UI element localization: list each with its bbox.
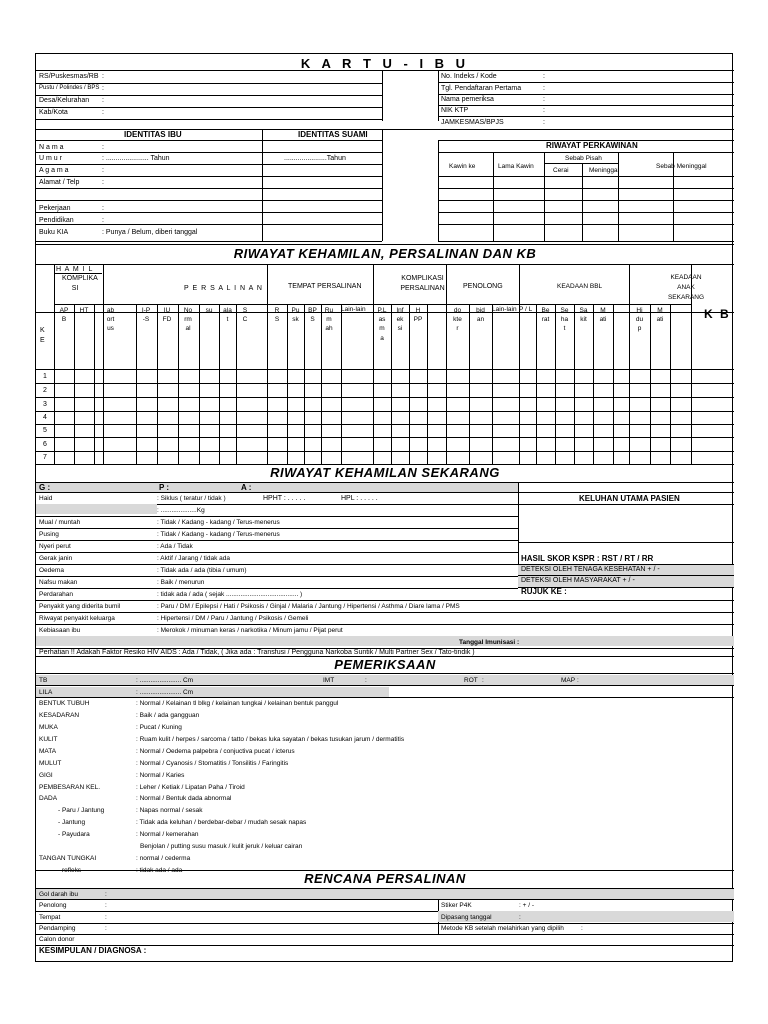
rot-label: ROT [464, 677, 478, 684]
rule-line [409, 304, 410, 464]
hpl-field: HPL : . . . . . [341, 495, 378, 502]
pemeriksaan-value: : Leher / Ketiak / Lipatan Paha / Tiroid [136, 784, 245, 791]
rule-line [438, 116, 734, 117]
rule-line [438, 241, 734, 242]
col-sakit: Sakit [579, 307, 588, 324]
rule-line [103, 304, 104, 464]
map-sep: : [577, 677, 579, 684]
identitas-value: : [102, 205, 104, 212]
top-right-sep: : [543, 107, 545, 114]
rule-line [438, 200, 734, 201]
rule-line [36, 383, 734, 384]
identitas-label: Buku KIA [39, 229, 69, 236]
rule-line [373, 304, 374, 464]
stiker-p4k-label: Stiker P4K [441, 902, 472, 909]
rule-line [650, 304, 651, 464]
rule-line [36, 140, 382, 141]
deteksi-tenaga-kesehatan: DETEKSI OLEH TENAGA KESEHATAN + / - [521, 566, 660, 573]
rule-line [613, 304, 614, 464]
rule-line [157, 304, 158, 464]
kartu-ibu-form [35, 53, 733, 962]
rule-line [544, 163, 618, 164]
top-right-label: Nama pemeriksa [441, 96, 494, 103]
identitas-suami-header: IDENTITAS SUAMI [298, 130, 368, 139]
suami-umur: ......................Tahun [284, 155, 346, 162]
sekarang-value: : Ada / Tidak [157, 543, 193, 550]
rule-line [518, 504, 734, 505]
rule-line [438, 212, 734, 213]
riwayat-row-number: 7 [43, 454, 47, 461]
rule-line [199, 304, 200, 464]
col-bidan: bidan [476, 307, 485, 324]
col-ht: HT [79, 307, 89, 314]
identitas-label: Alamat / Telp [39, 179, 80, 186]
cerai-label: Cerai [553, 167, 569, 174]
kpb-k-letter: K [40, 327, 45, 334]
pemeriksaan-label: PEMBESARAN KEL. [39, 784, 101, 791]
riwayat-row-number: 2 [43, 387, 47, 394]
pemeriksaan-value: Benjolan / putting susu masuk / kulit jeruk / keluar cairan [140, 843, 303, 850]
identitas-label: A g a m a [39, 167, 69, 174]
perkawinan-header: RIWAYAT PERKAWINAN [546, 141, 638, 150]
sekarang-label: Gerak janin [39, 555, 73, 562]
hasil-skor-kspr: HASIL SKOR KSPR : RST / RT / RR [521, 554, 654, 563]
rencana-sep: : [105, 902, 107, 909]
rule-line [36, 588, 518, 589]
kesimpulan-diagnosa: KESIMPULAN / DIAGNOSA : [39, 946, 147, 955]
pemeriksaan-label: - Jantung [58, 819, 86, 826]
col-rs: RS [274, 307, 280, 324]
rule-line [382, 129, 383, 241]
rencana-sep: : [105, 925, 107, 932]
rujuk-ke: RUJUK KE : [521, 587, 567, 596]
rule-line [492, 304, 493, 464]
sekarang-value: : Tidak ada / ada (tibia / umum) [157, 567, 247, 574]
rule-line [36, 437, 734, 438]
komplikasi-persalinan-header: KOMPLIKASI PERSALINAN [400, 275, 445, 292]
rule-line [267, 304, 268, 464]
col-hidup: Hidup [635, 307, 644, 333]
pemeriksaan-value: : tidak ada / ada [136, 867, 183, 874]
rencana-label: Tempat [39, 914, 61, 921]
identitas-label: Pendidikan [39, 217, 74, 224]
sekarang-value: : Merokok / minuman keras / narkotika / Minum jamu / Pijat perut [157, 627, 343, 634]
sekarang-value: : Baik / menurun [157, 579, 205, 586]
pemeriksaan-label: MUKA [39, 724, 58, 731]
top-right-sep: : [543, 96, 545, 103]
lama-kawin-label: Lama Kawin [498, 163, 534, 170]
top-right-label: NIK KTP [441, 107, 469, 114]
pemeriksaan-label: MATA [39, 748, 57, 755]
pemeriksaan-value: : Normal / Cyanosis / Stomatitis / Tonsilitis / Faringitis [136, 760, 289, 767]
section-rencana-persalinan: RENCANA PERSALINAN [304, 871, 466, 886]
pemeriksaan-value: : Normal / Bentuk dada abnormal [136, 795, 232, 802]
col-normal: Normal [183, 307, 193, 333]
rencana-label: Pendamping [39, 925, 76, 932]
lila-label: LILA [39, 689, 53, 696]
pemeriksaan-value: : Normal / Oedema palpebra / conjuctiva pucat / icterus [136, 748, 295, 755]
rule-line [36, 188, 382, 189]
imt-label: IMT [323, 677, 335, 684]
rule-line [438, 224, 734, 225]
identitas-value: : ...................... Tahun [102, 155, 170, 162]
top-left-sep: : [102, 109, 104, 116]
col-ips: I-P-S [141, 307, 151, 324]
sekarang-value: : Aktif / Jarang / tidak ada [157, 555, 230, 562]
rule-line [219, 304, 220, 464]
hpht-field: HPHT : . . . . . [263, 495, 306, 502]
meninggal-label: Meninggal [589, 167, 619, 174]
rule-line [518, 587, 734, 588]
col-plasma: P.Lasma [377, 307, 387, 342]
top-left-label: Pustu / Polindes / BPS [39, 85, 100, 91]
rule-line [36, 516, 518, 517]
pemeriksaan-label: BENTUK TUBUH [39, 700, 90, 707]
shaded-cell [36, 636, 734, 646]
col-berat: Berat [541, 307, 550, 324]
pemeriksaan-value: : Normal / Kelainan tl blkg / kelainan tungkai / kelainan bentuk panggul [136, 700, 339, 707]
metode-kb-sep: : [581, 925, 583, 932]
rule-line [178, 304, 179, 464]
rule-line [469, 304, 470, 464]
tempat-persalinan-header: TEMPAT PERSALINAN [288, 283, 362, 290]
rule-line [36, 600, 734, 601]
pemeriksaan-label: GIGI [39, 772, 53, 779]
rule-line [36, 451, 734, 452]
pemeriksaan-value: : Normal / Karies [136, 772, 185, 779]
pemeriksaan-value: : normal / cederma [136, 855, 191, 862]
rule-line [54, 273, 102, 274]
sekarang-label: Penyakit yang diderita bumil [39, 603, 121, 610]
sekarang-value: : Tidak / Kadang - kadang / Terus-menerus [157, 531, 280, 538]
riwayat-row-number: 6 [43, 441, 47, 448]
gol-darah-label: Gol darah ibu [39, 891, 79, 898]
rule-line [544, 152, 545, 241]
top-left-label: Desa/Kelurahan [39, 97, 90, 104]
top-right-sep: : [543, 119, 545, 126]
persalinan-header: P E R S A L I N A N [184, 285, 263, 292]
col-dokter: dokter [453, 307, 462, 333]
col-bps: BPS [308, 307, 317, 324]
rule-line [36, 397, 734, 398]
rule-line [54, 264, 55, 464]
komplikasi-hamil-header: KOMPLIKA SI [62, 275, 98, 292]
rot-sep: : [482, 677, 484, 684]
rule-line [438, 176, 734, 177]
pemeriksaan-label: KESADARAN [39, 712, 80, 719]
rule-line [36, 540, 518, 541]
col-mati-bbl: Mati [599, 307, 607, 324]
top-right-label: JAMKESMAS/BPJS [441, 119, 504, 126]
rule-line [518, 542, 734, 543]
dipasang-tanggal-sep: : [519, 914, 521, 921]
shaded-cell [36, 687, 389, 697]
keadaan-anak-header: KEADAAN ANAK SEKARANG [667, 274, 705, 301]
rule-line [74, 304, 75, 464]
hamil-header: H A M I L [56, 266, 94, 273]
sekarang-value: : Tidak / Kadang - kadang / Terus-menerus [157, 519, 280, 526]
rule-line [36, 492, 734, 493]
rule-line [438, 82, 734, 83]
rule-line [391, 304, 392, 464]
pemeriksaan-label: KULIT [39, 736, 58, 743]
identitas-label: U m u r [39, 155, 62, 162]
rule-line [36, 424, 734, 425]
metode-kb-label: Metode KB setelah melahirkan yang dipilih [441, 925, 564, 932]
col-infeksi: Infeksi [396, 307, 404, 333]
sekarang-value: : tidak ada / ada ( sejak ........................................ ) [157, 591, 303, 598]
rule-line [36, 624, 734, 625]
rencana-label: Calon donor [39, 936, 75, 943]
top-left-sep: : [102, 73, 104, 80]
rule-line [36, 152, 382, 153]
rule-line [36, 564, 518, 565]
rule-line [341, 304, 342, 464]
pemeriksaan-label: - Payudara [58, 831, 90, 838]
pemeriksaan-label: MULUT [39, 760, 62, 767]
rule-line [438, 105, 734, 106]
rule-line [582, 163, 583, 241]
rule-line [691, 304, 692, 464]
top-left-sep: : [102, 85, 104, 92]
rule-line [493, 152, 494, 241]
imt-sep: : [365, 677, 367, 684]
pemeriksaan-label: DADA [39, 795, 58, 802]
rule-line [36, 164, 382, 165]
sekarang-label: Mual / muntah [39, 519, 81, 526]
riwayat-row-number: 1 [43, 373, 47, 380]
top-right-label: Tgl. Pendaftaran Pertama [441, 85, 522, 92]
rule-line [36, 576, 518, 577]
rule-line [670, 304, 671, 464]
col-sc: SC [242, 307, 248, 324]
sekarang-value: : ....................Kg [157, 507, 205, 514]
shaded-cell [36, 889, 734, 899]
sekarang-value: : Siklus ( teratur / tidak ) [157, 495, 226, 502]
rule-line [36, 528, 518, 529]
keluhan-utama-header: KELUHAN UTAMA PASIEN [579, 494, 680, 503]
rule-line [438, 140, 439, 241]
sebab-meninggal-label: Sebab Meninggal [656, 163, 707, 170]
rule-line [36, 200, 382, 201]
rule-line [36, 923, 734, 924]
col-alat: alat [223, 307, 232, 324]
pemeriksaan-value: : Pucat / Kuning [136, 724, 182, 731]
sekarang-label: Haid [39, 495, 53, 502]
dipasang-tanggal-label: Dipasang tanggal [441, 914, 492, 921]
identitas-value: : [102, 217, 104, 224]
shaded-cell [36, 675, 389, 685]
col-mati: Mati [656, 307, 664, 324]
tb-value: : ....................... Cm [136, 677, 194, 684]
rule-line [446, 304, 447, 464]
rule-line [36, 934, 734, 935]
rule-line [36, 899, 734, 900]
sekarang-label: Perdarahan [39, 591, 73, 598]
col-apb: APB [59, 307, 69, 324]
pemeriksaan-label: - refleks [58, 867, 82, 874]
identitas-ibu-header: IDENTITAS IBU [124, 130, 182, 139]
rule-line [36, 176, 382, 177]
col-lain-lain-persalinan: Lain-lain [341, 306, 366, 313]
shaded-cell [36, 483, 518, 492]
rule-line [94, 304, 95, 464]
rule-line [518, 564, 734, 565]
section-kehamilan-sekarang: RIWAYAT KEHAMILAN SEKARANG [270, 465, 500, 480]
identitas-value: : [102, 179, 104, 186]
penolong-header: PENOLONG [463, 283, 503, 290]
shaded-cell [36, 504, 157, 514]
rule-line [382, 70, 383, 121]
sebab-pisah-label: Sebab Pisah [565, 155, 602, 162]
pemeriksaan-value: : Ruam kulit / herpes / sarcoma / tatto / bekas luka sayatan / bekas tusukan jarum / dermatitis [136, 736, 405, 743]
pemeriksaan-label: TANGAN TUNGKAI [39, 855, 97, 862]
pemeriksaan-value: : Tidak ada keluhan / berdebar-debar / mudah sesak napas [136, 819, 307, 826]
rule-line [36, 119, 382, 120]
rule-line [36, 241, 382, 242]
kpb-e-letter: E [40, 337, 45, 344]
top-left-sep: : [102, 97, 104, 104]
rule-line [36, 552, 518, 553]
rule-line [36, 107, 382, 108]
section-pemeriksaan: PEMERIKSAAN [334, 657, 436, 672]
rule-line [36, 224, 382, 225]
top-right-sep: : [543, 85, 545, 92]
kawin-ke-label: Kawin ke [449, 163, 476, 170]
g-field: G : [39, 483, 51, 492]
rule-line [36, 411, 734, 412]
sekarang-label: Riwayat penyakit keluarga [39, 615, 115, 622]
rule-line [36, 369, 734, 370]
riwayat-row-number: 3 [43, 401, 47, 408]
top-left-label: Kab/Kota [39, 109, 68, 116]
rule-line [574, 304, 575, 464]
tb-label: TB [39, 677, 48, 684]
p-field: P : [159, 483, 170, 492]
rule-line [321, 304, 322, 464]
lila-value: : ....................... Cm [136, 689, 194, 696]
pemeriksaan-value: : Normal / kemerahan [136, 831, 199, 838]
top-right-label: No. Indeks / Kode [441, 73, 497, 80]
col-su: su [205, 307, 213, 314]
sekarang-label: Nyeri perut [39, 543, 71, 550]
rule-line [438, 188, 734, 189]
identitas-label: N a m a [39, 144, 64, 151]
rencana-label: Penolong [39, 902, 67, 909]
rule-line [36, 685, 734, 686]
pemeriksaan-label: - Paru / Jantung [58, 807, 105, 814]
form-title: K A R T U - I B U [300, 56, 470, 71]
rule-line [629, 304, 630, 464]
rule-line [518, 575, 734, 576]
rule-line [236, 304, 237, 464]
tanggal-imunisasi: Tanggal Imunisasi : [459, 639, 520, 646]
section-riwayat-kehamilan: RIWAYAT KEHAMILAN, PERSALINAN DAN KB [233, 246, 537, 261]
sekarang-label: Oedema [39, 567, 64, 574]
col-pusk: Pusk [291, 307, 300, 324]
rule-line [287, 304, 288, 464]
rule-line [536, 304, 537, 464]
a-field: A : [241, 483, 252, 492]
map-label: MAP [561, 677, 576, 684]
col-rumah: Rumah [324, 307, 334, 333]
keadaan-bbl-header: KEADAAN BBL [557, 283, 603, 290]
col-abortus: abortus [106, 307, 115, 333]
riwayat-row-number: 5 [43, 427, 47, 434]
sekarang-label: Nafsu makan [39, 579, 78, 586]
rule-line [438, 152, 734, 153]
identitas-value: : Punya / Belum, diberi tanggal [102, 229, 198, 236]
rule-line [427, 304, 428, 464]
rule-line [36, 464, 734, 465]
rule-line [593, 304, 594, 464]
gol-darah-sep: : [105, 891, 107, 898]
identitas-label: Pekerjaan [39, 205, 71, 212]
rule-line [136, 304, 137, 464]
col-iufd: IUFD [162, 307, 172, 324]
identitas-value: : [102, 167, 104, 174]
deteksi-masyarakat: DETEKSI OLEH MASYARAKAT + / - [521, 577, 635, 584]
pemeriksaan-value: : Napas normal / sesak [136, 807, 203, 814]
perhatian-hiv: Perhatian !! Adakah Faktor Resiko HIV AIDS : Ada / Tidak, ( Jika ada : Transfusi / Pengguna Narkoba Suntik / Multi Partner Sex / Tato-tindik ) [39, 649, 475, 656]
identitas-value: : [102, 144, 104, 151]
col-pl: P / L [519, 306, 533, 313]
stiker-p4k-value: : + / - [519, 902, 534, 909]
top-left-label: RS/Puskesmas/RB [39, 73, 99, 80]
col-hpp: HPP [413, 307, 423, 324]
rencana-sep: : [105, 914, 107, 921]
riwayat-row-number: 4 [43, 414, 47, 421]
rule-line [519, 304, 520, 464]
col-sehat: Sehat [560, 307, 569, 333]
rule-line [36, 612, 734, 613]
rule-line [36, 212, 382, 213]
rule-line [304, 304, 305, 464]
col-lain-lain-penolong: Lain-lain [492, 306, 517, 313]
rule-line [36, 697, 734, 698]
rule-line [555, 304, 556, 464]
kb-header: K B [704, 307, 731, 321]
sekarang-label: Kebiasaan ibu [39, 627, 81, 634]
pemeriksaan-value: : Baik / ada gangguan [136, 712, 200, 719]
sekarang-value: : Paru / DM / Epilepsi / Hati / Psikosis / Ginjal / Malaria / Jantung / Hipertensi / Asthma / Diare lama / PMS [157, 603, 460, 610]
sekarang-label: Pusing [39, 531, 59, 538]
sekarang-value: : Hipertensi / DM / Paru / Jantung / Psikosis / Gemeli [157, 615, 309, 622]
top-right-sep: : [543, 73, 545, 80]
rule-line [438, 70, 439, 121]
